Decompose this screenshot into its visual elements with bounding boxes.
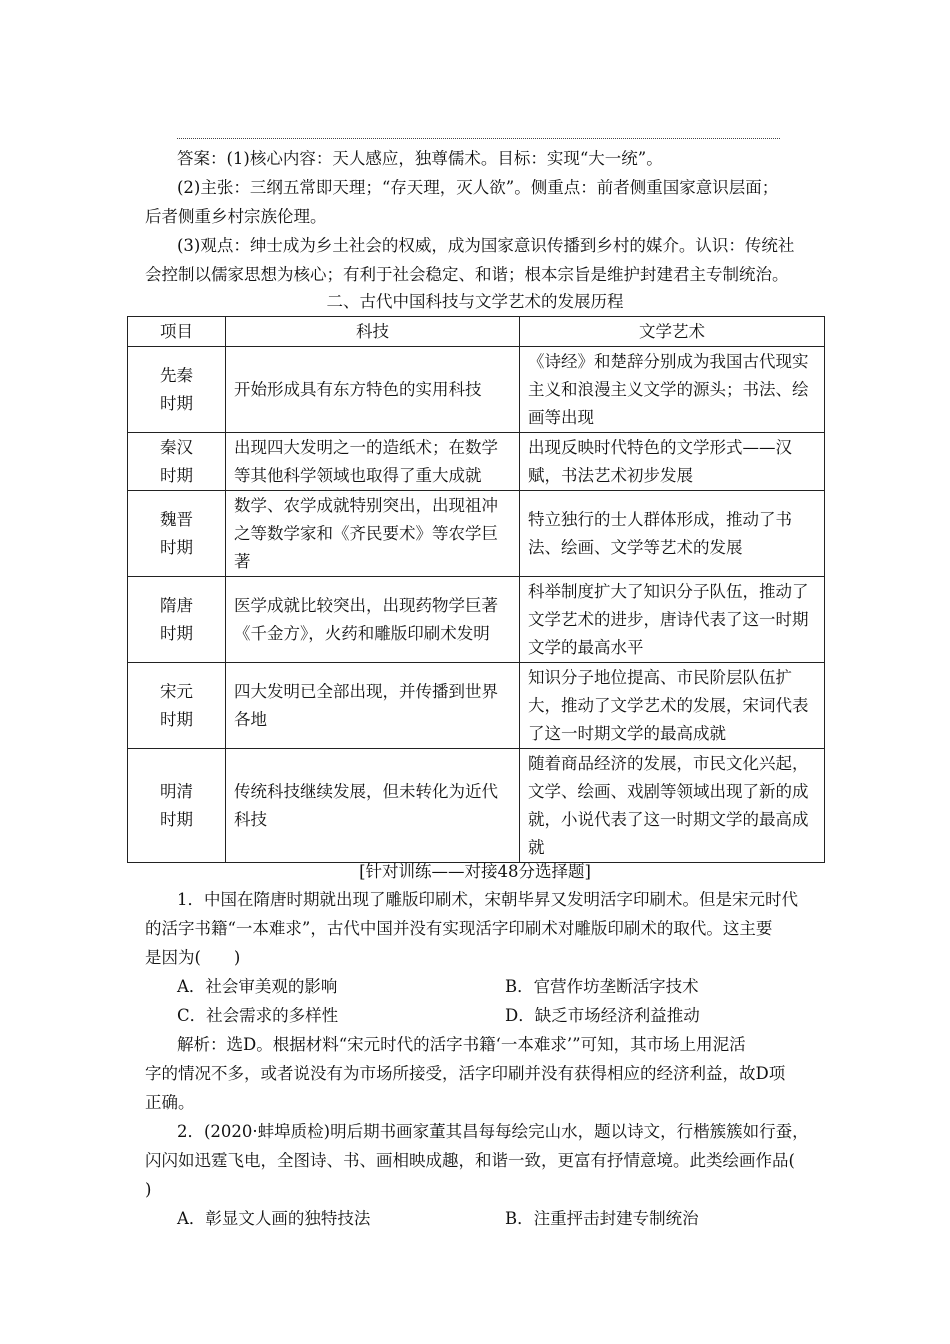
period-label: 时期 (160, 393, 193, 413)
tech-cell: 传统科技继续发展，但未转化为近代科技 (226, 749, 520, 863)
period-cell (128, 663, 226, 749)
q2-stem-c: ) (145, 1180, 152, 1199)
dotted-separator (177, 138, 780, 139)
period-label: 时期 (160, 623, 193, 643)
q2-option-a: A．彰显文人画的独特技法 (177, 1209, 371, 1228)
answer-line-2a: (2)主张：三纲五常即天理；“存天理，灭人欲”。侧重点：前者侧重国家意识层面； (177, 178, 779, 197)
literature-cell: 特立独行的士人群体形成，推动了书法、绘画、文学等艺术的发展 (520, 491, 825, 577)
answer-line-3b: 会控制以儒家思想为核心；有利于社会稳定、和谐；根本宗旨是维护封建君主专制统治。 (145, 265, 789, 284)
literature-cell: 随着商品经济的发展，市民文化兴起，文学、绘画、戏剧等领域出现了新的成就，小说代表了这一时期文学的最高成就 (520, 749, 825, 863)
table-row (128, 347, 825, 433)
header-literature: 文学艺术 (520, 317, 825, 347)
period-label: 时期 (160, 809, 193, 829)
period-cell (128, 491, 226, 577)
period-label: 时期 (160, 465, 193, 485)
table-row (128, 433, 825, 491)
answer-line-1: 答案：(1)核心内容：天人感应，独尊儒术。目标：实现“大一统”。 (177, 149, 663, 168)
tech-cell: 出现四大发明之一的造纸术；在数学等其他科学领域也取得了重大成就 (226, 433, 520, 491)
q2-option-b: B．注重抨击封建专制统治 (505, 1209, 699, 1228)
header-tech: 科技 (226, 317, 520, 347)
period-label: 时期 (160, 709, 193, 729)
period-label: 先秦 (160, 365, 193, 385)
table-row (128, 577, 825, 663)
header-item: 项目 (128, 317, 226, 347)
q1-option-c: C．社会需求的多样性 (177, 1006, 339, 1025)
period-cell (128, 577, 226, 663)
period-cell (128, 749, 226, 863)
literature-cell: 出现反映时代特色的文学形式——汉赋，书法艺术初步发展 (520, 433, 825, 491)
q1-option-d: D．缺乏市场经济利益推动 (505, 1006, 700, 1025)
section-title: 二、古代中国科技与文学艺术的发展历程 (326, 292, 624, 311)
answer-line-3a: (3)观点：绅士成为乡土社会的权威，成为国家意识传播到乡村的媒介。认识：传统社 (177, 236, 795, 255)
tech-cell: 四大发明已全部出现，并传播到世界各地 (226, 663, 520, 749)
period-cell (128, 347, 226, 433)
literature-cell: 《诗经》和楚辞分别成为我国古代现实主义和浪漫主义文学的源头；书法、绘画等出现 (520, 347, 825, 433)
q1-option-b: B．官营作坊垄断活字技术 (505, 977, 699, 996)
period-label: 时期 (160, 537, 193, 557)
period-cell (128, 433, 226, 491)
q2-stem-b: 闪闪如迅霆飞电，全图诗、书、画相映成趣，和谐一致，更富有抒情意境。此类绘画作品( (145, 1151, 795, 1170)
tech-cell: 数学、农学成就特别突出，出现祖冲之等数学家和《齐民要术》等农学巨著 (226, 491, 520, 577)
period-label: 秦汉 (160, 437, 193, 457)
q1-analysis-b: 字的情况不多，或者说没有为市场所接受，活字印刷并没有获得相应的经济利益，故D项 (145, 1064, 786, 1083)
answer-line-2b: 后者侧重乡村宗族伦理。 (145, 207, 327, 226)
period-label: 隋唐 (160, 595, 193, 615)
table-row (128, 749, 825, 863)
training-title: [针对训练——对接48分选择题] (359, 862, 591, 881)
period-label: 明清 (160, 781, 193, 801)
table-header-row (128, 317, 825, 347)
history-table (127, 316, 825, 863)
table-row (128, 491, 825, 577)
period-label: 宋元 (160, 681, 193, 701)
q1-stem-a: 1．中国在隋唐时期就出现了雕版印刷术，宋朝毕昇又发明活字印刷术。但是宋元时代 (177, 890, 798, 909)
q1-analysis-c: 正确。 (145, 1093, 195, 1112)
q1-stem-b: 的活字书籍“一本难求”，古代中国并没有实现活字印刷术对雕版印刷术的取代。这主要 (145, 919, 773, 938)
q2-stem-a: 2．(2020·蚌埠质检)明后期书画家董其昌每每绘完山水，题以诗文，行楷簇簇如行蚕， (177, 1122, 809, 1141)
tech-cell: 开始形成具有东方特色的实用科技 (226, 347, 520, 433)
q1-option-a: A．社会审美观的影响 (177, 977, 338, 996)
period-label: 魏晋 (160, 509, 193, 529)
table-row (128, 663, 825, 749)
literature-cell: 知识分子地位提高、市民阶层队伍扩大，推动了文学艺术的发展，宋词代表了这一时期文学的最高成就 (520, 663, 825, 749)
literature-cell: 科举制度扩大了知识分子队伍，推动了文学艺术的进步，唐诗代表了这一时期文学的最高水平 (520, 577, 825, 663)
tech-cell: 医学成就比较突出，出现药物学巨著《千金方》，火药和雕版印刷术发明 (226, 577, 520, 663)
q1-stem-c: 是因为( ) (145, 948, 241, 967)
q1-analysis-a: 解析：选D。根据材料“宋元时代的活字书籍‘一本难求’”可知，其市场上用泥活 (177, 1035, 746, 1054)
